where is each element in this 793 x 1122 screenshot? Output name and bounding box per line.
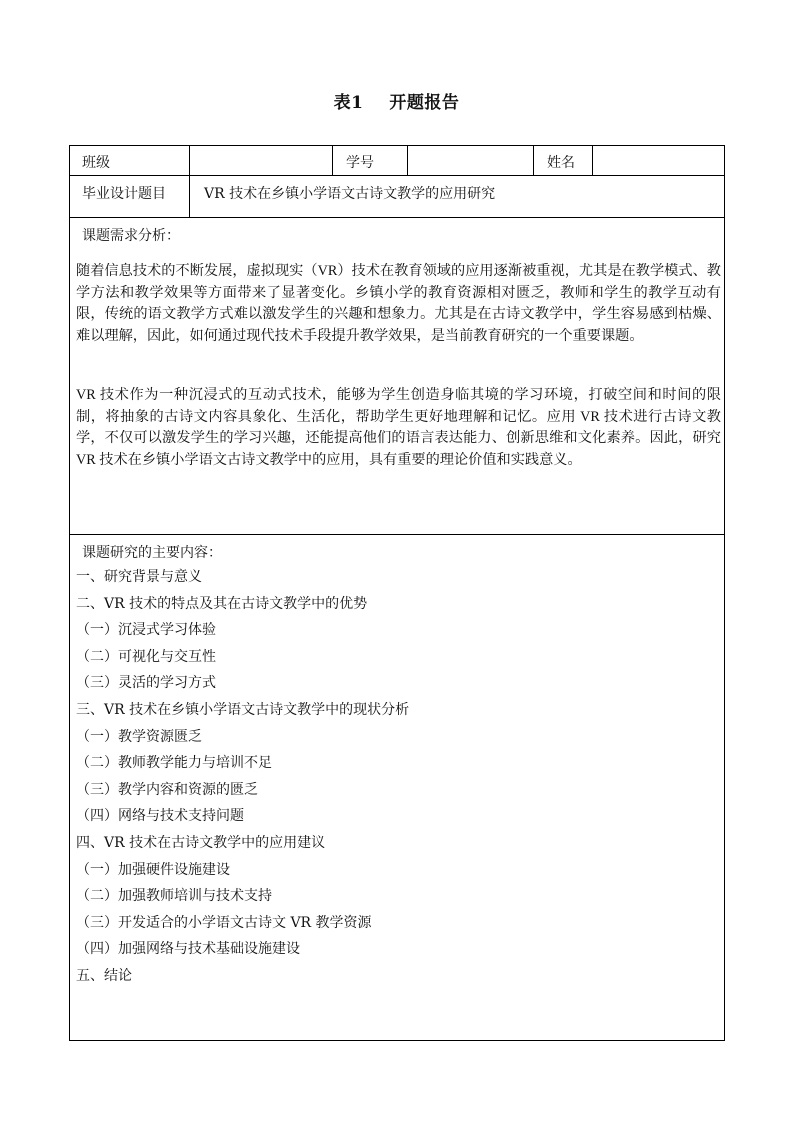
outline-item: （二）教师教学能力与培训不足 — [76, 755, 272, 772]
table-title — [0, 88, 793, 113]
outline-item: （四）加强网络与技术基础设施建设 — [76, 941, 300, 958]
outline-item: （三）灵活的学习方式 — [76, 675, 216, 692]
outline-item: （二）加强教师培训与技术支持 — [76, 888, 272, 905]
class-label: 班级 — [82, 155, 110, 171]
student-no-label: 学号 — [346, 155, 374, 171]
class-field[interactable] — [190, 146, 332, 175]
row-divider — [69, 217, 725, 218]
outline-item: （三）开发适合的小学语文古诗文 VR 教学资源 — [76, 914, 372, 931]
outline-item: （三）教学内容和资源的匮乏 — [76, 781, 258, 798]
outline-item: （二）可视化与交互性 — [76, 648, 216, 665]
analysis-paragraph: 随着信息技术的不断发展，虚拟现实（VR）技术在教育领域的应用逐渐被重视，尤其是在教学模式、教学方法和教学效果等方面带来了显著变化。乡镇小学的教育资源相对匮乏，教师和学生的教学互动有限，传统的语文教学方式难以激发学生的兴趣和想象力。尤其是在古诗文教学中，学生容易感到枯燥、难以理解，因此，如何通过现代技术手段提升教学效果，是当前教育研究的一个重要课题。 — [76, 263, 721, 344]
outline-item: （一）沉浸式学习体验 — [76, 622, 216, 639]
table-number: 表1 — [333, 93, 364, 113]
outline-item: 一、研究背景与意义 — [76, 569, 202, 585]
column-divider — [332, 145, 333, 175]
outline-item: （四）网络与技术支持问题 — [76, 808, 244, 825]
outline-item: 四、VR 技术在古诗文教学中的应用建议 — [76, 834, 326, 851]
topic-value: VR 技术在乡镇小学语文古诗文教学的应用研究 — [204, 186, 496, 202]
name-field[interactable] — [593, 146, 724, 175]
outline-item: （一）加强硬件设施建设 — [76, 861, 230, 878]
outline-item: 二、VR 技术的特点及其在古诗文教学中的优势 — [76, 595, 368, 612]
student-no-field[interactable] — [408, 146, 533, 175]
analysis-paragraph: VR 技术作为一种沉浸式的互动式技术，能够为学生创造身临其境的学习环境，打破空间和时间的限制，将抽象的古诗文内容具象化、生活化，帮助学生更好地理解和记忆。应用 VR 技术进行古诗文教学，不仅可以激发学生的学习兴趣，还能提高他们的语言表达能力、创新思维和文化素养。因此，研究 VR 技术在乡镇小学语文古诗文教学中的应用，具有重要的理论价值和实践意义。 — [76, 387, 721, 468]
name-label: 姓名 — [547, 155, 575, 171]
content-heading: 课题研究的主要内容： — [82, 545, 222, 561]
row-divider — [69, 175, 725, 176]
analysis-heading: 课题需求分析： — [82, 228, 180, 244]
row-divider — [69, 534, 725, 535]
topic-label: 毕业设计题目 — [82, 186, 166, 202]
content-outline — [76, 564, 409, 990]
outline-item: 五、结论 — [76, 967, 132, 984]
outline-item: 三、VR 技术在乡镇小学语文古诗文教学中的现状分析 — [76, 701, 410, 718]
outline-item: （一）教学资源匮乏 — [76, 728, 202, 745]
column-divider — [533, 145, 534, 175]
report-name: 开题报告 — [389, 93, 460, 113]
